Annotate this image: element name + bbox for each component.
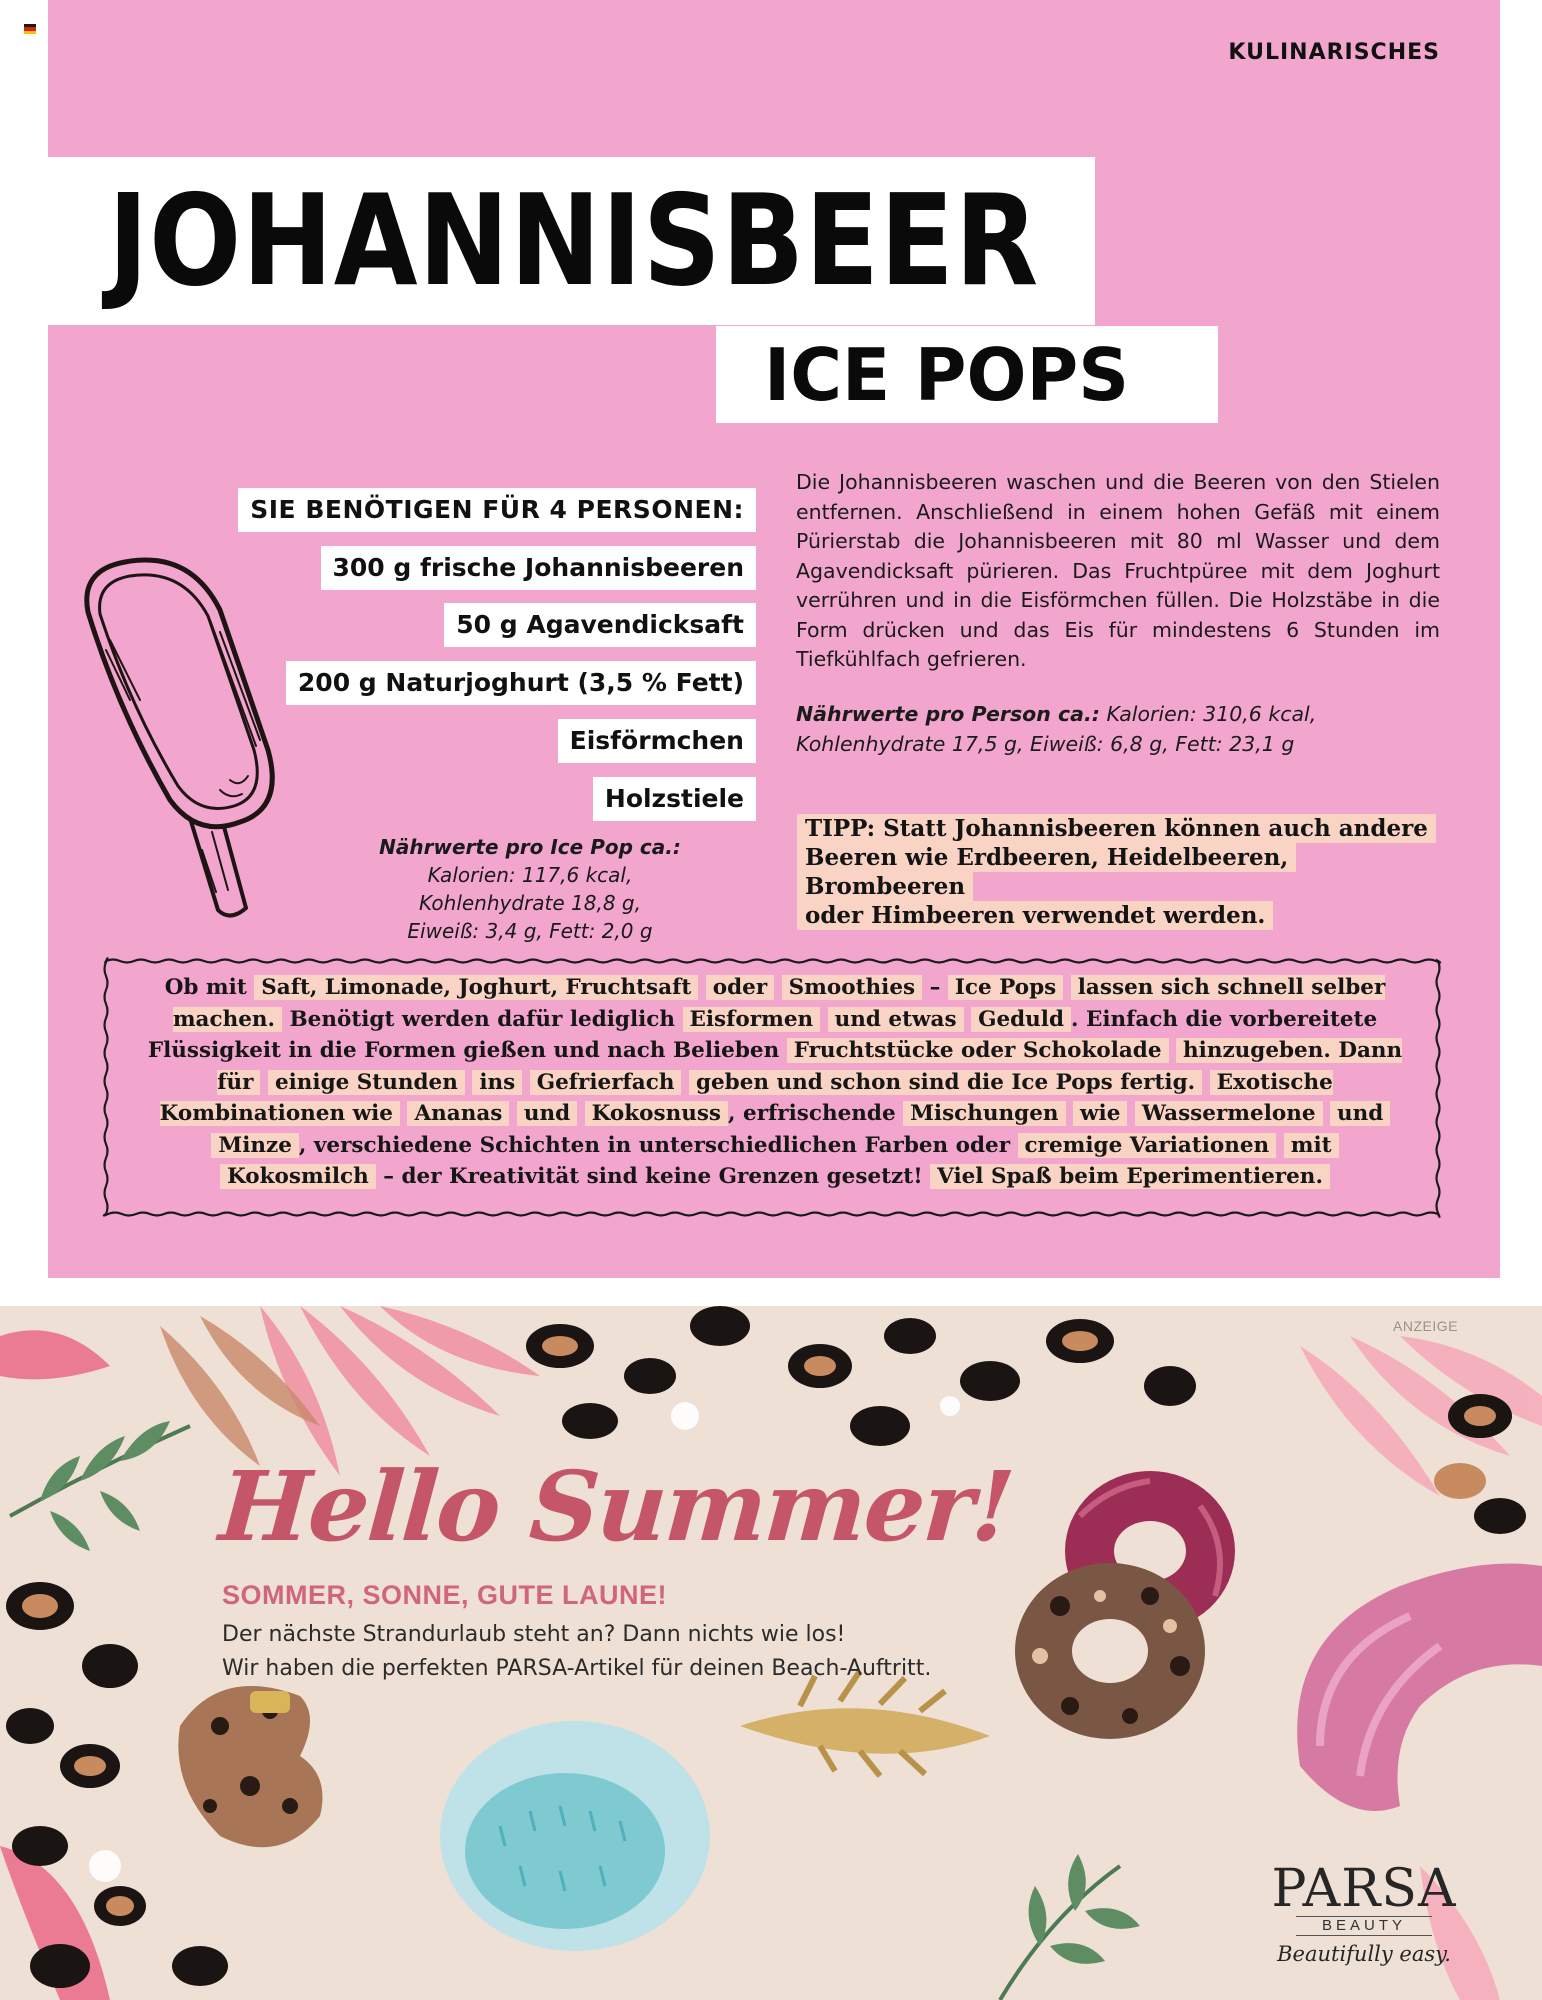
infobox-highlight: Geduld [971,1007,1071,1032]
infobox-fragment [1063,975,1071,1000]
ad-subheadline: SOMMER, SONNE, GUTE LAUNE! [222,1580,668,1610]
ingredient-item: 300 g frische Johannisbeeren [321,546,757,590]
infobox-fragment [1323,1101,1331,1126]
page-title-line2: ICE POPS [764,333,1130,417]
infobox-fragment [1202,1070,1210,1095]
scrunchie-leopard [1015,1563,1205,1739]
infobox-fragment [577,1101,585,1126]
headband [1297,1564,1542,1812]
popsicle-illustration [70,550,290,920]
flag-icon [24,24,36,34]
infobox-highlight: Kokosmilch [220,1164,376,1189]
infobox-fragment [774,975,782,1000]
brand-sub: BEAUTY [1296,1916,1432,1936]
nutrition-per-person [796,700,1440,759]
infobox-highlight: Exotische Kombinationen wie [159,1069,1333,1126]
infobox-fragment: . Einfach die vorbereitete Flüssigkeit in die Formen gießen und nach Belieben [147,1006,1378,1063]
infobox-highlight: Minze [211,1133,299,1158]
infobox-fragment: , erfrischende [728,1101,904,1126]
ingredient-item: Eisförmchen [558,719,756,763]
infobox-fragment [1169,1038,1177,1063]
infobox-fragment [681,1070,689,1095]
infobox-fragment: – [922,975,948,1000]
tip-line: TIPP: Statt Johannisbeeren können auch andere [797,814,1436,843]
nutrition-per-pop-line: Kalorien: 117,6 kcal, [427,863,633,887]
infobox-highlight: einige Stunden [268,1070,465,1095]
ingredient-item: 200 g Naturjoghurt (3,5 % Fett) [286,661,756,705]
infobox-fragment [1276,1133,1284,1158]
ingredient-item: 50 g Agavendicksaft [444,603,756,647]
infobox-highlight: Wassermelone [1135,1101,1323,1126]
infobox-highlight: Ananas [407,1101,509,1126]
infobox-highlight: Mischungen [903,1101,1065,1126]
infobox-highlight: Gefrierfach [530,1070,682,1095]
infobox-fragment [1066,1101,1074,1126]
infobox-highlight: Eisformen [683,1007,821,1032]
infobox-fragment: , verschiedene Schichten in unterschiedlichen Farben oder [298,1132,1018,1158]
infobox-highlight: Fruchtstücke oder Schokolade [787,1038,1169,1063]
infobox-fragment [698,975,706,1000]
infobox-highlight: hinzugeben. Dann für [217,1038,1403,1095]
infobox-highlight: und etwas [828,1007,964,1032]
nutrition-per-pop-line: Kohlenhydrate 18,8 g, [419,891,641,915]
infobox-fragment [260,1070,268,1095]
infobox-fragment [964,1007,972,1032]
infobox-fragment: – der Kreativität sind keine Grenzen gesetzt! [375,1164,931,1189]
ad-body-line: Wir haben die perfekten PARSA-Artikel für deinen Beach-Auftritt. [222,1656,932,1681]
tip-line: oder Himbeeren verwendet werden. [797,901,1273,930]
ingredient-item: Holzstiele [593,777,756,821]
infobox-highlight: ins [472,1070,522,1095]
ad-body [222,1618,1042,1686]
hair-clip [178,1686,322,1847]
infobox-highlight: Saft, Limonade, Joghurt, Fruchtsaft [254,975,698,1000]
section-label: KULINARISCHES [1228,40,1440,65]
infobox-fragment [522,1070,530,1095]
infobox-highlight: Smoothies [782,975,922,1000]
brand-logo [1266,1859,1462,1966]
infobox-highlight: geben und schon sind die Ice Pops fertig. [689,1070,1202,1095]
tip-line: Beeren wie Erdbeeren, Heidelbeeren, Brombeeren [797,843,1296,901]
brush [440,1721,710,1951]
infobox-highlight: Ice Pops [948,975,1063,1000]
infobox-highlight: lassen sich schnell selber machen. [172,975,1386,1032]
infobox-highlight: Kokosnuss [585,1101,728,1126]
nutrition-per-pop-line: Eiweiß: 3,4 g, Fett: 2,0 g [407,919,653,943]
infobox-fragment [1127,1101,1135,1126]
brand-slogan: Beautifully easy. [1277,1942,1451,1966]
infobox-fragment [820,1007,828,1032]
infobox-fragment: Benötigt werden dafür lediglich [282,1006,683,1032]
nutrition-per-person-heading: Nährwerte pro Person ca.: [796,702,1100,726]
infobox-highlight: und [1330,1101,1390,1126]
nutrition-per-pop-heading: Nährwerte pro Ice Pop ca.: [379,835,681,859]
infobox-highlight: oder [706,975,774,1000]
ad-label: ANZEIGE [1393,1318,1458,1334]
page-title-line1: JOHANNISBEER [108,167,1040,314]
infobox-highlight: wie [1073,1101,1127,1126]
nutrition-per-person-text: Kalorien: 310,6 kcal, Kohlenhydrate 17,5 g, Eiweiß: 6,8 g, Fett: 23,1 g [796,702,1317,756]
ingredients-heading: SIE BENÖTIGEN FÜR 4 PERSONEN: [238,488,756,532]
gold-leaf-clip [740,1671,990,1776]
infobox-fragment [509,1101,517,1126]
infobox-highlight: Viel Spaß beim Eperimentieren. [930,1164,1330,1189]
infobox-highlight: und [517,1101,577,1126]
ad-body-line: Der nächste Strandurlaub steht an? Dann nichts wie los! [222,1622,846,1647]
tip-box [797,814,1447,930]
instructions-text: Die Johannisbeeren waschen und die Beeren von den Stielen entfernen. Anschließend in einem hohen Gefäß mit einem Pürierstab die Johannisbeeren mit 80 ml Wasser und dem Agavendicksaft pürieren. Das Fruchtpüree mit dem Joghurt verrühren und in die Eisförmchen füllen. Die Holzstäbe in die Form drücken und das Eis für mindestens 6 Stunden im Tiefkühlfach gefrieren. [796,470,1440,671]
nutrition-per-pop [360,833,700,945]
brand-name: PARSA [1271,1859,1457,1919]
infobox-highlight: cremige Variationen [1018,1133,1277,1158]
ad-headline: Hello Summer! [216,1450,1017,1563]
infobox-fragment: Ob mit [164,975,255,1000]
infobox-highlight: mit [1284,1133,1339,1158]
infobox-text [130,972,1420,1193]
